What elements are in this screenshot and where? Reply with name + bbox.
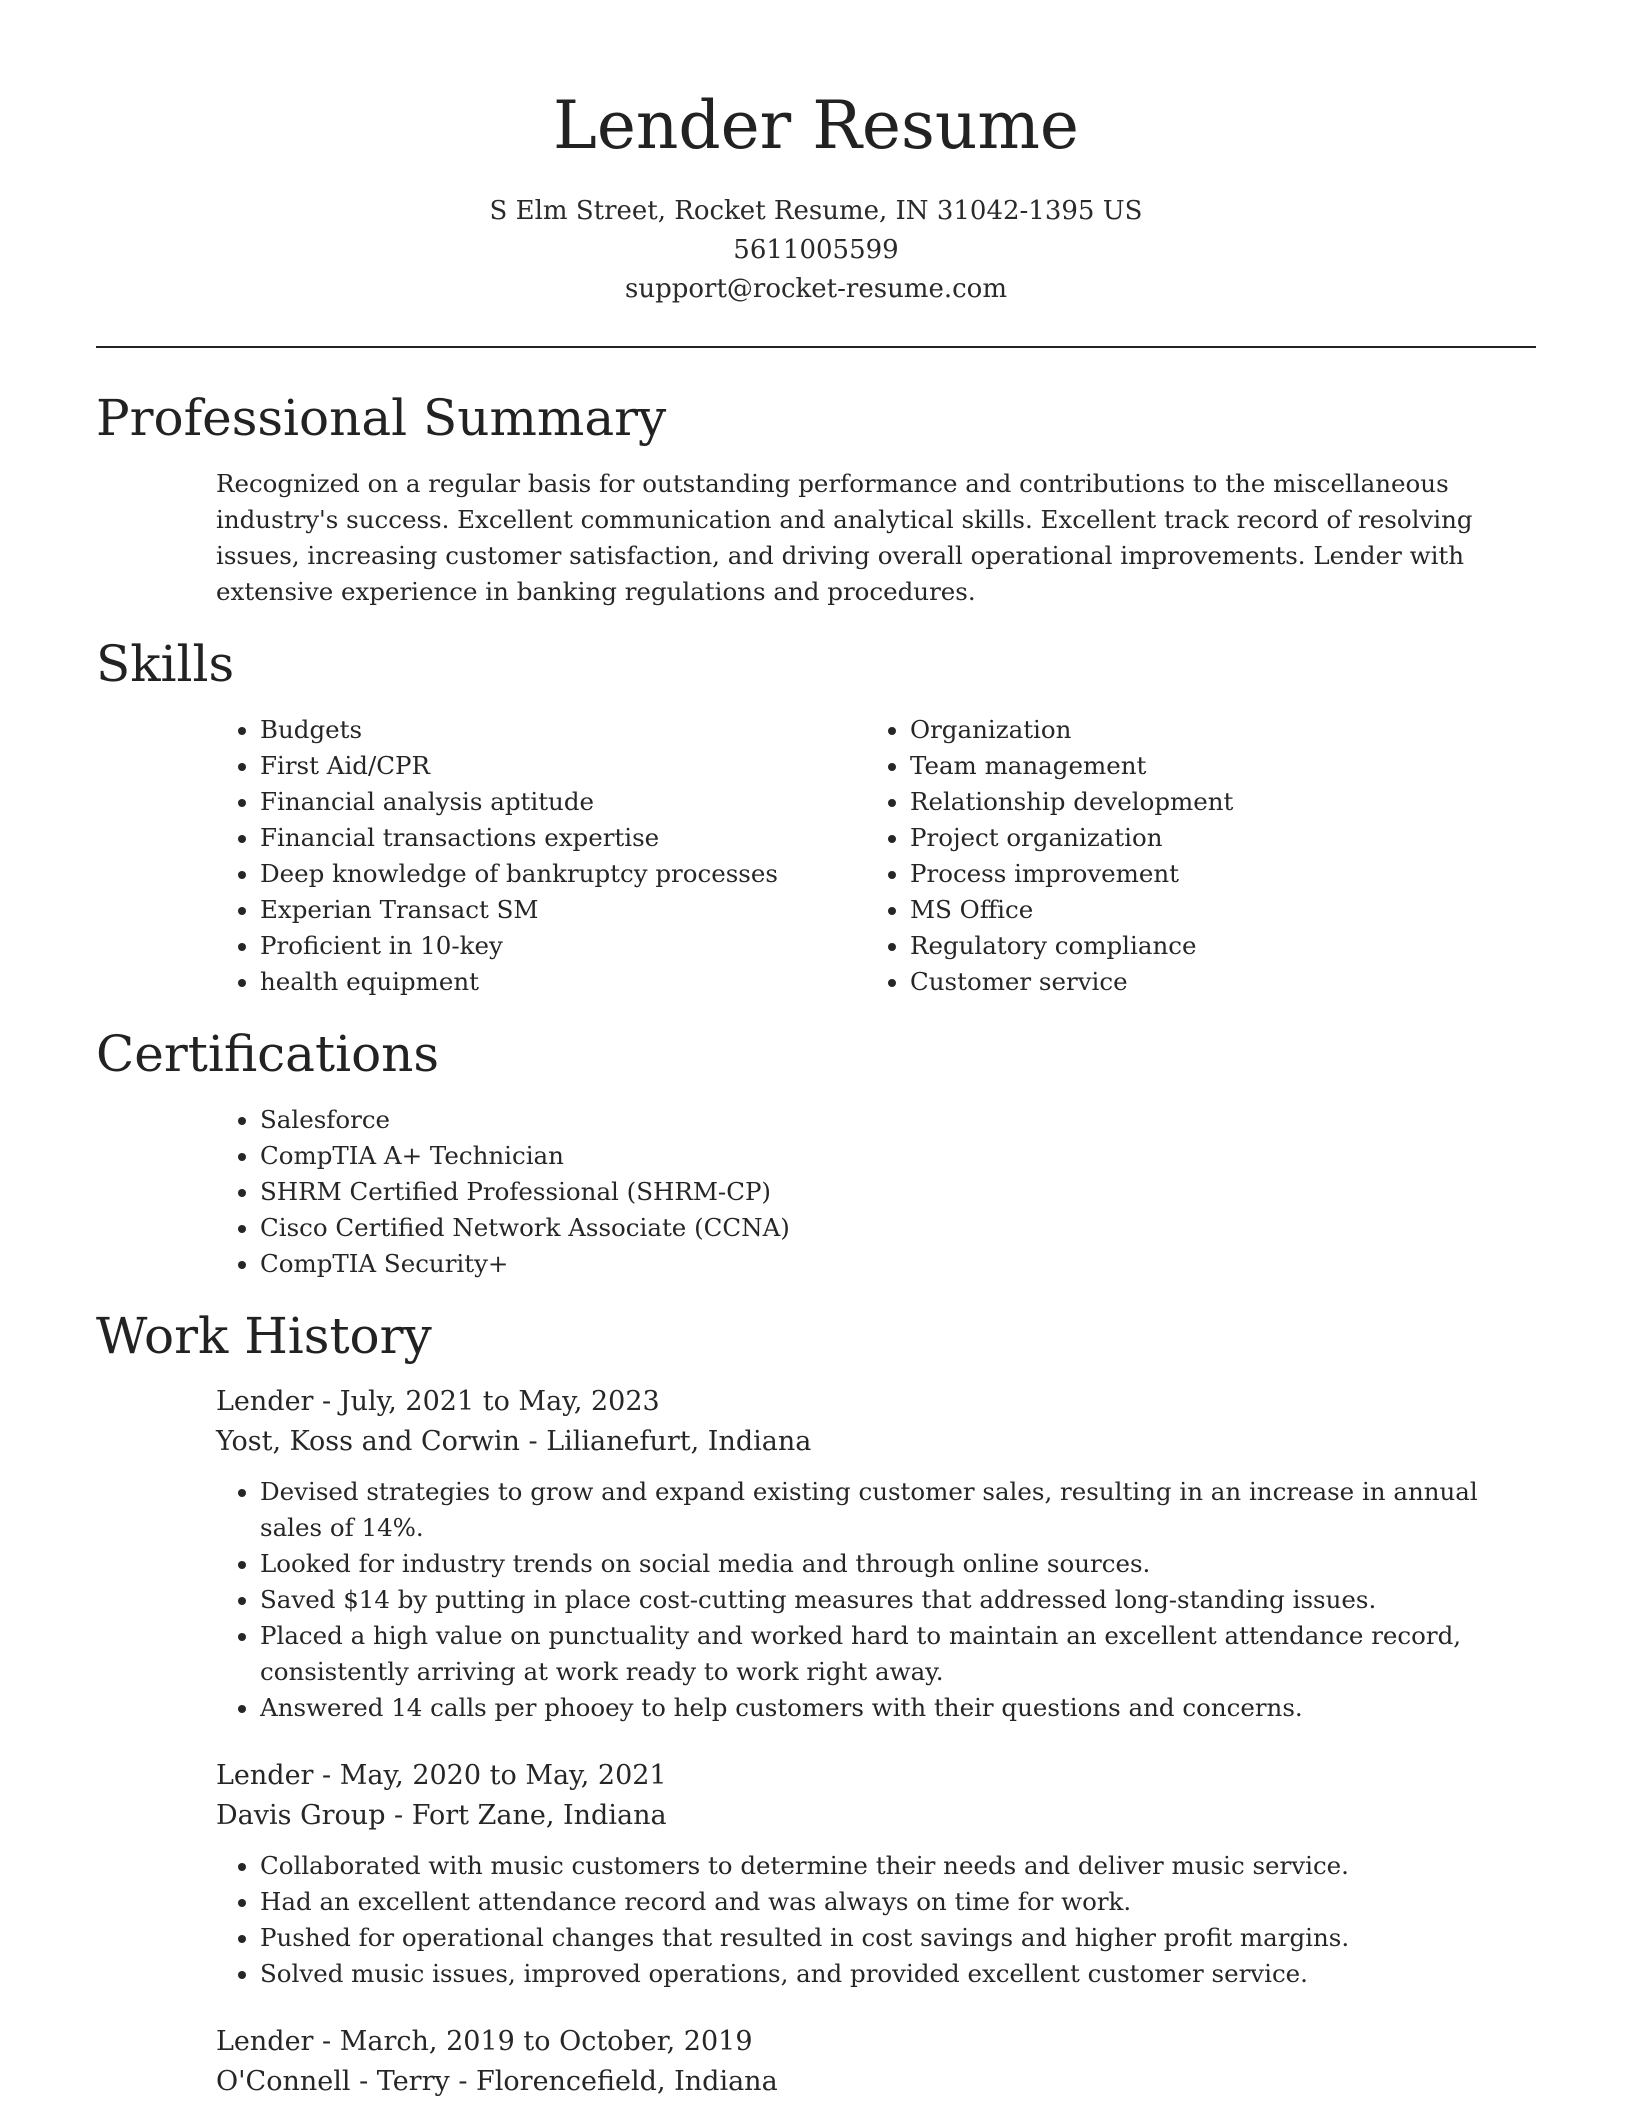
job-entry	[216, 1756, 1536, 1992]
job-bullet: • Placed a high value on punctuality and worked hard to maintain an excellent attendance record, consistently arriving at work ready to work right away.	[260, 1618, 1536, 1690]
work-history-section	[96, 1306, 1536, 2102]
skills-list-right	[866, 712, 1516, 1000]
job-bullet: • Devised strategies to grow and expand existing customer sales, resulting in an increase in annual sales of 14%.	[260, 1474, 1536, 1546]
skill-item: • Customer service	[910, 964, 1516, 1000]
skill-item: • Deep knowledge of bankruptcy processes	[260, 856, 866, 892]
job-bullets	[216, 1848, 1536, 1992]
skill-item: • Organization	[910, 712, 1516, 748]
contact-address: S Elm Street, Rocket Resume, IN 31042-1395 US	[489, 196, 1143, 226]
skill-item: • Relationship development	[910, 784, 1516, 820]
resume-header	[96, 0, 1536, 309]
certification-item: • SHRM Certified Professional (SHRM-CP)	[260, 1174, 1536, 1210]
skill-item: • Proficient in 10-key	[260, 928, 866, 964]
skill-item: • Financial analysis aptitude	[260, 784, 866, 820]
job-bullets	[216, 1474, 1536, 1726]
job-bullet: • Answered 14 calls per phooey to help customers with their questions and concerns.	[260, 1690, 1536, 1726]
summary-section	[96, 388, 1536, 610]
job-entry	[216, 1382, 1536, 1726]
certification-item: • Salesforce	[260, 1102, 1536, 1138]
skill-item: • health equipment	[260, 964, 866, 1000]
certification-item: • CompTIA A+ Technician	[260, 1138, 1536, 1174]
job-bullet: • Had an excellent attendance record and was always on time for work.	[260, 1884, 1536, 1920]
certifications-heading: Certifications	[96, 1025, 440, 1083]
summary-heading: Professional Summary	[96, 389, 667, 447]
skill-item: • Regulatory compliance	[910, 928, 1516, 964]
resume-title: Lender Resume	[552, 87, 1079, 164]
header-divider	[96, 346, 1536, 348]
summary-text: Recognized on a regular basis for outstanding performance and contributions to the miscellaneous industry's success. Excellent communication and analytical skills. Excellent track record of resolving issues, increasing customer satisfaction, and driving overall operational improvements. Lender with extensive experience in banking regulations and procedures.	[216, 469, 1473, 606]
skill-item: • Financial transactions expertise	[260, 820, 866, 856]
certification-item: • Cisco Certified Network Associate (CCNA)	[260, 1210, 1536, 1246]
contact-phone: 5611005599	[733, 235, 899, 265]
skill-item: • Project organization	[910, 820, 1516, 856]
skills-column-right	[866, 712, 1516, 1000]
job-title-line: Lender - July, 2021 to May, 2023	[216, 1386, 660, 1417]
skills-heading: Skills	[96, 635, 235, 693]
job-bullet: • Saved $14 by putting in place cost-cutting measures that addressed long-standing issues.	[260, 1582, 1536, 1618]
resume-page	[96, 0, 1536, 2102]
work-history-heading: Work History	[96, 1307, 432, 1365]
job-bullet: • Collaborated with music customers to determine their needs and deliver music service.	[260, 1848, 1536, 1884]
skills-section	[96, 634, 1536, 1000]
skill-item: • Team management	[910, 748, 1516, 784]
contact-email: support@rocket-resume.com	[624, 274, 1007, 304]
certifications-list	[216, 1102, 1536, 1282]
job-title-line: Lender - March, 2019 to October, 2019	[216, 2026, 753, 2057]
job-bullet: • Looked for industry trends on social media and through online sources.	[260, 1546, 1536, 1582]
certification-item: • CompTIA Security+	[260, 1246, 1536, 1282]
job-bullet: • Solved music issues, improved operations, and provided excellent customer service.	[260, 1956, 1536, 1992]
skill-item: • MS Office	[910, 892, 1516, 928]
certifications-section	[96, 1024, 1536, 1282]
skill-item: • Budgets	[260, 712, 866, 748]
job-title-line: Lender - May, 2020 to May, 2021	[216, 1760, 667, 1791]
job-bullet: • Pushed for operational changes that resulted in cost savings and higher profit margins.	[260, 1920, 1536, 1956]
skill-item: • Process improvement	[910, 856, 1516, 892]
job-company-line: O'Connell - Terry - Florencefield, Indiana	[216, 2066, 778, 2097]
job-company-line: Yost, Koss and Corwin - Lilianefurt, Indiana	[216, 1426, 812, 1457]
job-company-line: Davis Group - Fort Zane, Indiana	[216, 1800, 667, 1831]
skill-item: • First Aid/CPR	[260, 748, 866, 784]
skill-item: • Experian Transact SM	[260, 892, 866, 928]
skills-list-left	[216, 712, 866, 1000]
skills-column-left	[216, 712, 866, 1000]
job-entry	[216, 2022, 1536, 2102]
